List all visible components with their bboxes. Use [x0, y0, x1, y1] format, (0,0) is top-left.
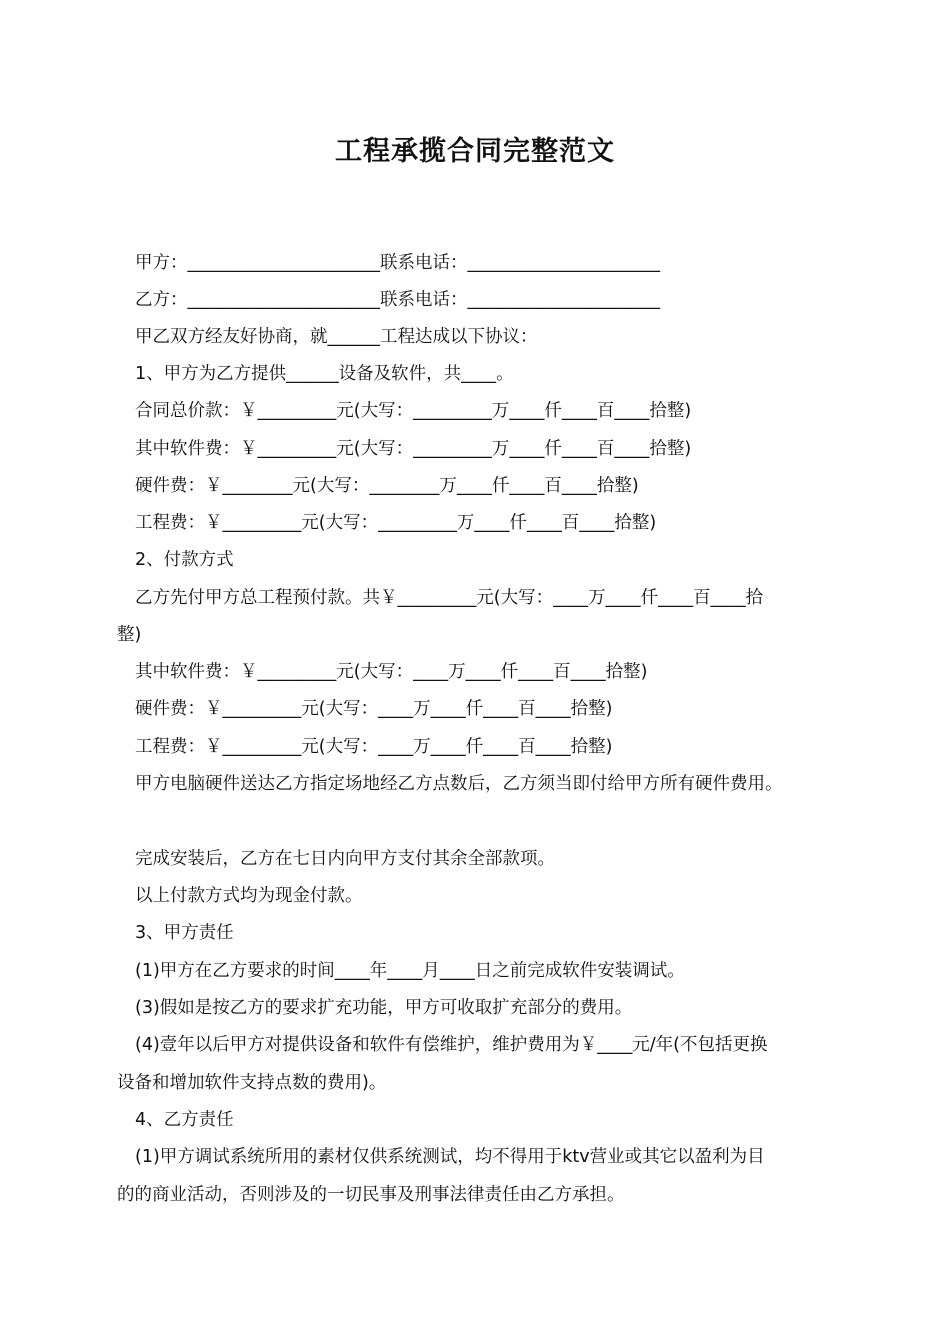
clause-3-item-4-cont: 设备和增加软件支持点数的费用)。 [117, 1073, 387, 1093]
clause-4-item-1: (1)甲方调试系统所用的素材仅供系统测试，均不得用于ktv营业或其它以盈利为目 [135, 1147, 765, 1167]
prepayment-line-cont: 整) [117, 625, 142, 645]
prepay-software-fee: 其中软件费：￥_________元(大写：____万____仟____百____拾整) [135, 662, 648, 682]
party-a-line: 甲方：______________________联系电话：______________________ [135, 253, 660, 273]
clause-2-heading: 2、付款方式 [135, 550, 234, 570]
party-b-line: 乙方：______________________联系电话：______________________ [135, 290, 660, 310]
hardware-fee-line: 硬件费：￥________元(大写：________万____仟____百____拾整) [135, 476, 639, 496]
clause-4-item-1-cont: 的的商业活动，否则涉及的一切民事及刑事法律责任由乙方承担。 [117, 1185, 625, 1205]
clause-3-item-3: (3)假如是按乙方的要求扩充功能，甲方可收取扩充部分的费用。 [135, 998, 633, 1018]
engineering-fee-line: 工程费：￥_________元(大写：_________万____仟____百____拾整) [135, 513, 657, 533]
software-fee-line: 其中软件费：￥_________元(大写：_________万____仟____百____拾整) [135, 439, 692, 459]
document-title: 工程承揽合同完整范文 [335, 136, 615, 167]
clause-4-heading: 4、乙方责任 [135, 1110, 234, 1130]
clause-3-item-1: (1)甲方在乙方要求的时间____年____月____日之前完成软件安装调试。 [135, 961, 685, 981]
prepay-engineering-fee: 工程费：￥_________元(大写：____万____仟____百____拾整) [135, 737, 613, 757]
agreement-intro: 甲乙双方经友好协商，就______工程达成以下协议： [135, 327, 538, 347]
cash-payment-line: 以上付款方式均为现金付款。 [135, 886, 363, 906]
installation-payment-line: 完成安装后，乙方在七日内向甲方支付其余全部款项。 [135, 849, 555, 869]
clause-1: 1、甲方为乙方提供______设备及软件，共____。 [135, 364, 514, 384]
clause-3-heading: 3、甲方责任 [135, 923, 234, 943]
hardware-delivery-line: 甲方电脑硬件送达乙方指定场地经乙方点数后，乙方须当即付给甲方所有硬件费用。 [135, 774, 783, 794]
prepay-hardware-fee: 硬件费：￥_________元(大写：____万____仟____百____拾整) [135, 699, 613, 719]
clause-3-item-4: (4)壹年以后甲方对提供设备和软件有偿维护，维护费用为￥____元/年(不包括更换 [135, 1035, 768, 1055]
total-price-line: 合同总价款：￥_________元(大写：_________万____仟____百____拾整) [135, 401, 692, 421]
prepayment-line: 乙方先付甲方总工程预付款。共￥_________元(大写：____万____仟____百____拾 [135, 588, 764, 608]
